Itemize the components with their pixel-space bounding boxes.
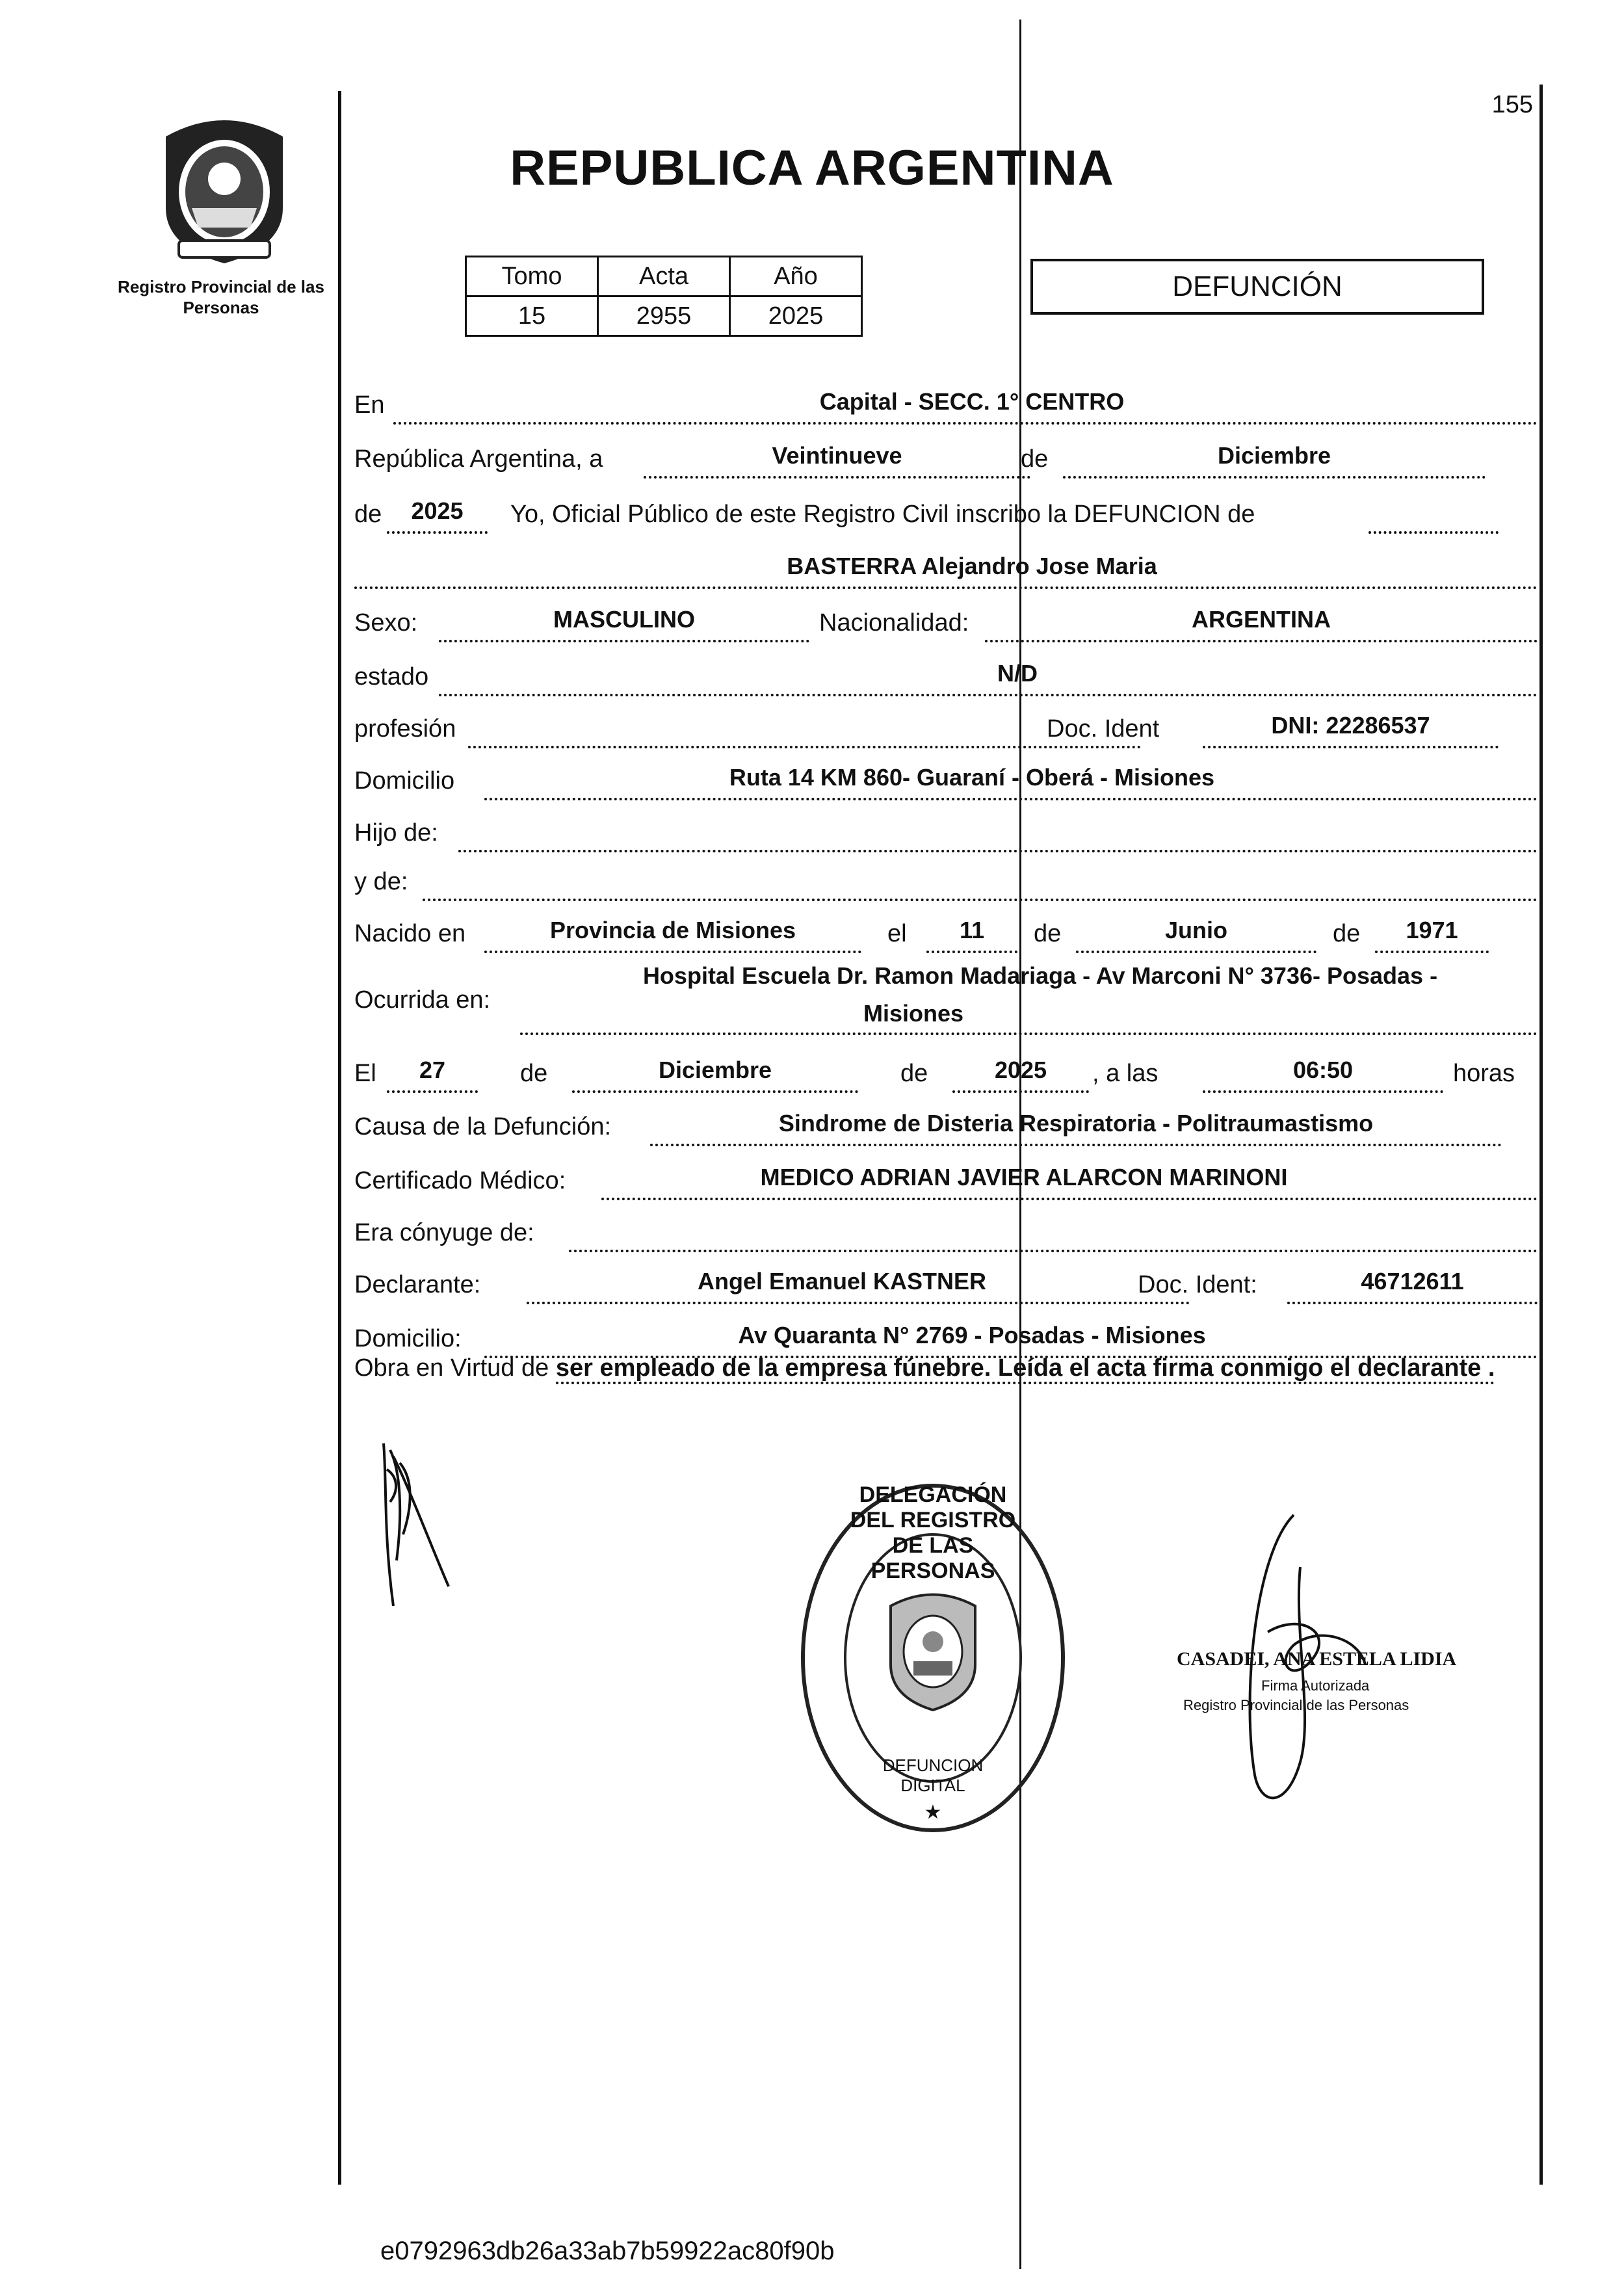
row-ocurrida [354, 956, 1538, 1040]
declarante-domicilio-value: Av Quaranta N° 2769 - Posadas - Misiones [738, 1322, 1206, 1348]
profesion-line [468, 746, 1141, 748]
ocurrida-line1: Hospital Escuela Dr. Ramon Madariaga - Av Marconi N° 3736- Posadas - [642, 962, 1438, 989]
doc-ident-line [1203, 746, 1499, 748]
stamp-office: Registro Provincial de las Personas [1183, 1697, 1409, 1713]
row-estado [354, 647, 1538, 698]
domicilio-label: Domicilio [354, 767, 455, 795]
nacido-mes-line [1076, 951, 1316, 953]
muerte-dia: 27 [419, 1057, 446, 1083]
official-stamp [1164, 1502, 1463, 1821]
seal-inner-text: DEFUNCION DIGITAL [882, 1756, 984, 1795]
anio-inscripcion: 2025 [411, 497, 464, 524]
hijo-de-label: Hijo de: [354, 819, 438, 847]
acta-value: 2955 [598, 296, 730, 336]
row-y-de [354, 852, 1538, 902]
anio-line [387, 531, 488, 534]
declarante-label: Declarante: [354, 1271, 481, 1298]
page-title: REPUBLICA ARGENTINA [510, 140, 1114, 196]
declarante-doc-label: Doc. Ident: [1138, 1271, 1257, 1298]
causa-label: Causa de la Defunción: [354, 1113, 612, 1140]
dia-line [644, 476, 1030, 479]
conyuge-label: Era cónyuge de: [354, 1219, 534, 1246]
mes-line [1063, 476, 1486, 479]
sexo-value: MASCULINO [553, 606, 695, 633]
muerte-de2-label: de [900, 1060, 928, 1087]
row-profesion [354, 699, 1538, 750]
republica-label: República Argentina, a [354, 445, 603, 473]
document-hash: e0792963db26a33ab7b59922ac80f90b [380, 2237, 835, 2265]
left-margin-line [338, 91, 341, 2185]
en-line [393, 422, 1538, 425]
ocurrida-label: Ocurrida en: [354, 986, 491, 1014]
sexo-line [439, 640, 809, 642]
row-certificado [354, 1151, 1538, 1202]
row-nacido [354, 904, 1538, 954]
muerte-hora-line [1203, 1090, 1443, 1093]
nacionalidad-label: Nacionalidad: [819, 609, 969, 637]
nacido-dia: 11 [959, 917, 985, 943]
registry-caption: Registro Provincial de las Personas [118, 277, 324, 317]
row-conyuge [354, 1203, 1538, 1254]
muerte-anio: 2025 [994, 1057, 1047, 1083]
nacido-el-label: el [887, 920, 907, 947]
obra-en-virtud [354, 1349, 1538, 1387]
nacido-mes: Junio [1165, 917, 1227, 943]
dia-value: Veintinueve [772, 442, 902, 469]
anio-header: Año [730, 257, 862, 296]
doc-ident-label: Doc. Ident [1047, 715, 1160, 743]
row-en [354, 375, 1538, 426]
nacido-de2-label: de [1333, 920, 1361, 947]
stamp-name: CASADEI, ANA ESTELA LIDIA [1177, 1648, 1457, 1670]
declarante-line [527, 1302, 1190, 1304]
de-label: de [1021, 445, 1049, 473]
declarante-value: Angel Emanuel KASTNER [697, 1268, 987, 1295]
declarante-doc-line [1287, 1302, 1538, 1304]
muerte-dia-line [387, 1090, 478, 1093]
row-declarante [354, 1255, 1538, 1306]
certificado-line [601, 1198, 1538, 1200]
domicilio-line [484, 798, 1538, 800]
row-fecha-defuncion [354, 1044, 1538, 1094]
nacido-dia-line [926, 951, 1017, 953]
row-oficial [354, 484, 1538, 535]
y-de-label: y de: [354, 868, 408, 895]
nacido-label: Nacido en [354, 920, 466, 947]
seal-star: ★ [924, 1802, 942, 1823]
causa-line [650, 1144, 1502, 1146]
muerte-anio-line [952, 1090, 1089, 1093]
acta-header: Acta [598, 257, 730, 296]
official-seal [796, 1476, 1069, 1840]
nacido-lugar: Provincia de Misiones [549, 917, 796, 943]
tomo-header: Tomo [466, 257, 598, 296]
declarante-doc-value: 46712611 [1361, 1268, 1464, 1295]
a-las-label: , a las [1092, 1060, 1159, 1087]
row-fecha [354, 429, 1538, 480]
muerte-de-label: de [520, 1060, 548, 1087]
muerte-hora: 06:50 [1292, 1057, 1354, 1083]
anio-value: 2025 [730, 296, 862, 336]
obra-value: ser empleado de la empresa fúnebre. Leída el acta firma conmigo el declarante . [556, 1354, 1495, 1384]
oficial-text: Yo, Oficial Público de este Registro Civil inscribo la DEFUNCION de [510, 501, 1255, 528]
doc-ident-value: DNI: 22286537 [1271, 712, 1430, 739]
obra-label: Obra en Virtud de [354, 1354, 549, 1382]
record-type-box: DEFUNCIÓN [1030, 259, 1484, 315]
en-label: En [354, 391, 385, 419]
nombre-line [354, 586, 1538, 589]
nacido-lugar-line [484, 951, 861, 953]
conyuge-line [569, 1250, 1538, 1252]
nacido-de-label: de [1034, 920, 1062, 947]
stamp-role: Firma Autorizada [1261, 1677, 1370, 1694]
row-domicilio [354, 751, 1538, 802]
deceased-name: BASTERRA Alejandro Jose Maria [787, 553, 1157, 579]
right-margin-line [1539, 85, 1543, 2185]
anio-label: de [354, 501, 382, 528]
record-reference-table [465, 256, 863, 337]
nacido-anio-line [1375, 951, 1489, 953]
y-de-line [423, 899, 1538, 901]
en-value: Capital - SECC. 1° CENTRO [819, 388, 1125, 415]
certificado-label: Certificado Médico: [354, 1167, 566, 1194]
ocurrida-line2: Misiones [863, 1000, 964, 1027]
sexo-label: Sexo: [354, 609, 418, 637]
tomo-value: 15 [466, 296, 598, 336]
ocurrida-line [520, 1032, 1538, 1035]
mes-value: Diciembre [1217, 442, 1331, 469]
estado-line [439, 694, 1538, 696]
estado-label: estado [354, 663, 429, 690]
row-sexo [354, 593, 1538, 644]
page-number: 155 [1491, 91, 1533, 118]
handwritten-mark [371, 1430, 462, 1612]
causa-value: Sindrome de Disteria Respiratoria - Politraumastismo [778, 1110, 1374, 1137]
nacionalidad-line [985, 640, 1538, 642]
nacionalidad-value: ARGENTINA [1192, 606, 1331, 633]
nacido-anio: 1971 [1406, 917, 1458, 943]
row-hijo-de [354, 803, 1538, 854]
oficial-line [1369, 531, 1499, 534]
estado-value: N/D [997, 660, 1038, 687]
profesion-label: profesión [354, 715, 456, 743]
horas-label: horas [1453, 1060, 1515, 1087]
muerte-mes-line [572, 1090, 858, 1093]
seal-ring-text: DELEGACIÓN DEL REGISTRO DE LAS PERSONAS [850, 1482, 1016, 1583]
declarante-domicilio-label: Domicilio: [354, 1325, 462, 1352]
muerte-mes: Diciembre [658, 1057, 772, 1083]
domicilio-value: Ruta 14 KM 860- Guaraní - Oberá - Misiones [729, 764, 1215, 791]
row-causa [354, 1097, 1538, 1148]
row-nombre [354, 540, 1538, 590]
certificado-value: MEDICO ADRIAN JAVIER ALARCON MARINONI [760, 1164, 1288, 1190]
el-label: El [354, 1060, 376, 1087]
